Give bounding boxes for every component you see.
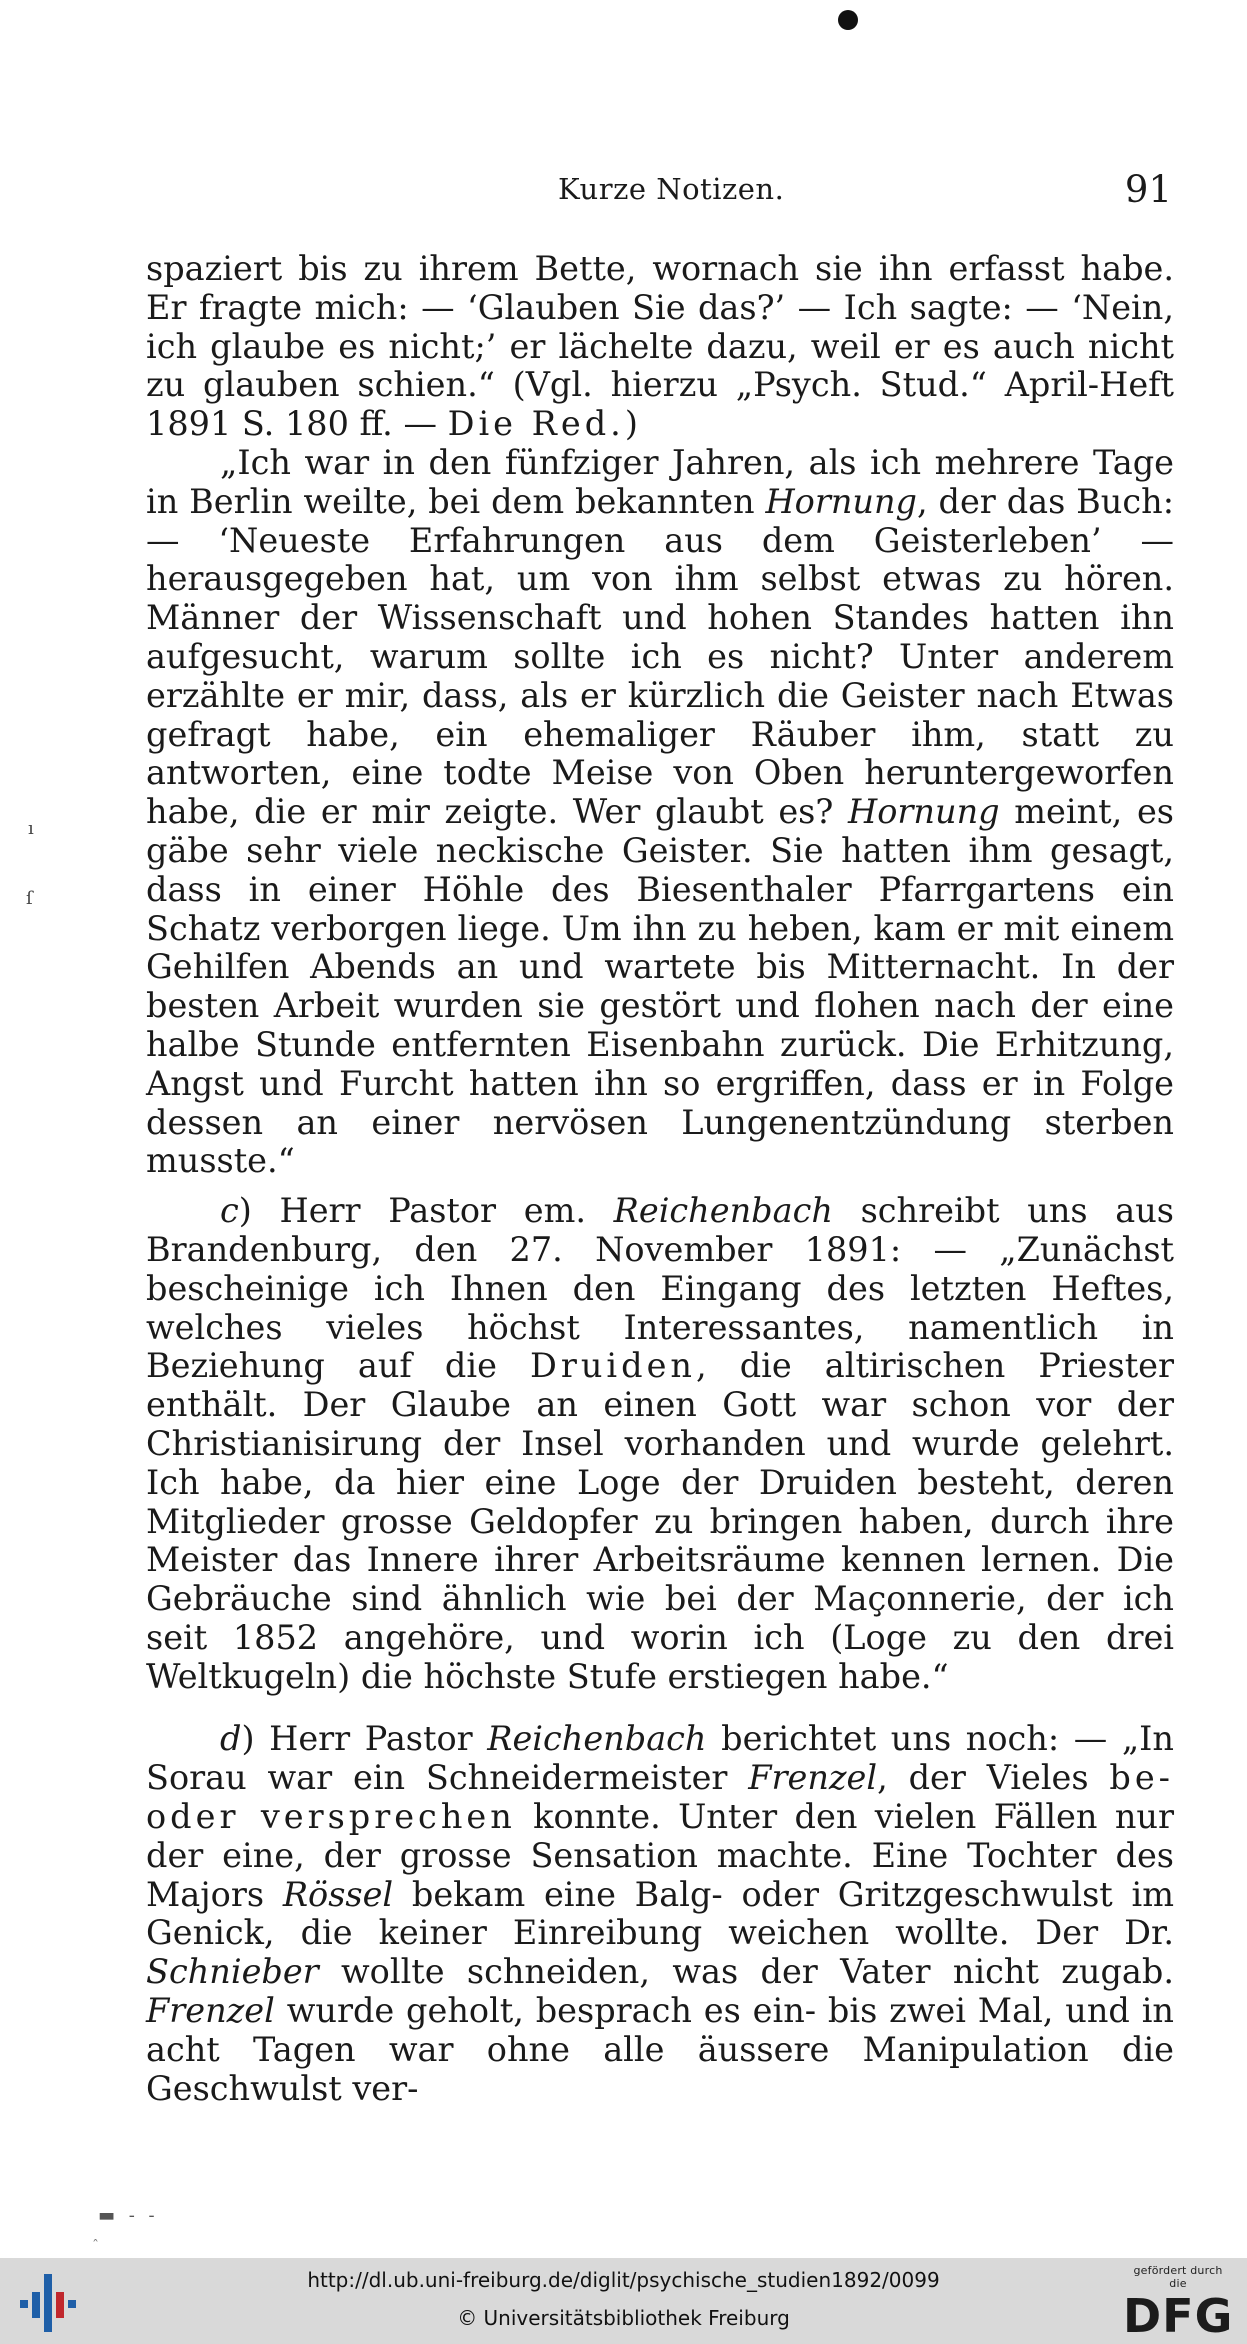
italic-name: Rössel xyxy=(282,1874,394,1914)
text-run: ) Herr Pastor em. xyxy=(238,1191,614,1231)
spaced-text-run: be- oder versprechen xyxy=(146,1758,1174,1837)
body-text xyxy=(146,250,1174,2108)
stray-marks: ▬ ‐ ‐ xyxy=(98,2205,159,2226)
text-run: ) xyxy=(624,404,638,444)
text-run: schreibt uns aus Brandenburg, den 27. November 1891: — „Zunächst bescheinige ich Ihnen den Eingang des letzten Heftes, welches vieles höchst Interessantes, namentlich in Beziehung auf die xyxy=(146,1191,1174,1386)
paragraph-continuation xyxy=(146,250,1174,444)
ink-dot xyxy=(838,10,858,30)
text-run: berichtet uns noch: — „In Sorau war ein Schneidermeister xyxy=(146,1719,1174,1798)
dfg-funded-label: gefördert durch die xyxy=(1133,2264,1223,2290)
italic-name: Hornung xyxy=(765,481,918,521)
text-run: bekam eine Balg- oder Gritzgeschwulst im Genick, die keiner Einreibung weichen wollte. Der Dr. xyxy=(146,1874,1174,1953)
running-title: Kurze Notizen. xyxy=(558,172,785,206)
margin-mark: ſ xyxy=(26,888,33,909)
copyright-notice: © Universitätsbibliothek Freiburg xyxy=(457,2306,790,2330)
italic-name: Hornung xyxy=(848,792,1000,832)
italic-name: Reichenbach xyxy=(487,1719,707,1759)
paragraph-d xyxy=(146,1720,1174,2108)
text-run: , der das Buch: — ‘Neueste Erfahrungen aus dem Geisterleben’ — herausgegeben hat, um von ihm selbst etwas zu hören. Männer der Wissenschaft und hohen Standes hatten ihn aufgesucht, warum sollte ich es nicht? Unter anderem erzählte er mir, dass, als er kürzlich die Geister nach Etwas gefragt habe, ein ehemaliger Räuber ihm, statt zu antworten, eine todte Meise von Oben heruntergeworfen habe, die er mir zeigte. Wer glaubt es? xyxy=(146,481,1174,832)
italic-name: Reichenbach xyxy=(613,1191,833,1231)
dfg-wordmark: DFG xyxy=(1123,2289,1234,2343)
text-run: wurde geholt, besprach es ein- bis zwei Mal, und in acht Tagen war ohne alle äussere Manipulation die Geschwulst ver- xyxy=(146,1991,1174,2108)
text-run: konnte. Unter den vielen Fällen nur der eine, der grosse Sensation machte. Eine Tochter des Majors xyxy=(146,1797,1174,1914)
text-run: wollte schneiden, was der Vater nicht zugab. xyxy=(318,1952,1174,1992)
page-number: 91 xyxy=(1124,168,1172,211)
text-run: , der Vieles xyxy=(877,1758,1110,1798)
page-header xyxy=(150,168,1172,218)
source-url[interactable]: http://dl.ub.uni-freiburg.de/diglit/psychische_studien1892/0099 xyxy=(307,2268,940,2292)
italic-name: Frenzel xyxy=(748,1758,878,1798)
italic-name: Schnieber xyxy=(146,1952,319,1992)
text-run: , die altirischen Priester enthält. Der Glaube an einen Gott war schon vor der Christianisirung der Insel vorhanden und wurde gelehrt. Ich habe, da hier eine Loge der Druiden besteht, deren Mitglieder grosse Geldopfer zu bringen haben, durch ihre Meister das Innere ihrer Arbeitsräume kennen lernen. Die Gebräuche sind ähnlich wie bei der Maçonnerie, der ich seit 1852 angehöre, und worin ich (Loge zu den drei Weltkugeln) die höchste Stufe erstiegen habe.“ xyxy=(146,1346,1174,1696)
text-run: ) Herr Pastor xyxy=(241,1719,488,1759)
item-letter: c xyxy=(220,1191,239,1231)
footer-bar xyxy=(0,2258,1247,2344)
margin-mark: ı xyxy=(28,818,34,839)
text-run: „Ich war in den fünfziger Jahren, als ich mehrere Tage in Berlin weilte, bei dem bekannten xyxy=(146,442,1174,521)
item-letter: d xyxy=(220,1719,242,1759)
stray-marks: ˆ xyxy=(92,2238,99,2254)
spaced-text-run: Die Red. xyxy=(447,404,625,444)
spaced-text-run: Druiden xyxy=(529,1346,696,1386)
paragraph-c xyxy=(146,1192,1174,1696)
dfg-logo xyxy=(1123,2264,1233,2342)
text-run: meint, es gäbe sehr viele neckische Geister. Sie hatten ihm gesagt, dass in einer Höhle des Biesenthaler Pfarrgartens ein Schatz verborgen liege. Um ihn zu heben, kam er mit einem Gehilfen Abends an und wartete bis Mitternacht. In der besten Arbeit wurden sie gestört und flohen nach der eine halbe Stunde entfernten Eisenbahn zurück. Die Erhitzung, Angst und Furcht hatten ihn so ergriffen, dass er in Folge dessen an einer nervösen Lungenentzündung sterben musste.“ xyxy=(146,792,1174,1181)
italic-name: Frenzel xyxy=(146,1991,275,2031)
paragraph xyxy=(146,444,1174,1181)
text-run: spaziert bis zu ihrem Bette, wornach sie ihn erfasst habe. Er fragte mich: — ‘Glauben Sie das?’ — Ich sagte: — ‘Nein, ich glaube es nicht;’ er lächelte dazu, weil er es auch nicht zu glauben schien.“ (Vgl. hierzu „Psych. Stud.“ April-Heft 1891 S. 180 ff. — xyxy=(146,249,1174,444)
